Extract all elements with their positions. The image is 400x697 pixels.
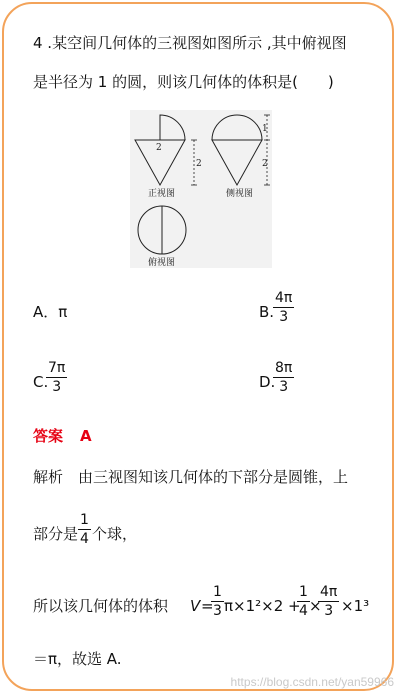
one-fourth-fraction	[297, 584, 310, 619]
side-view	[212, 115, 262, 185]
side-view-label: 侧视图	[226, 189, 254, 199]
option-b-num: 4π	[275, 290, 293, 306]
fraction-bar	[297, 601, 310, 602]
four-pi-third-fraction	[318, 584, 339, 619]
four-pi-num: 4π	[320, 584, 338, 600]
fraction-bar	[46, 377, 67, 378]
option-b-den: 3	[279, 309, 289, 325]
option-c-den: 3	[52, 379, 62, 395]
answer-label: 答案	[33, 427, 64, 445]
fraction-bar	[211, 601, 224, 602]
analysis-line-4: ＝π，故选 A.	[33, 650, 122, 668]
option-b-prefix: B.	[259, 303, 275, 321]
analysis-line-2-suffix: 个球，	[92, 525, 138, 543]
fraction-bar	[273, 377, 294, 378]
option-d-num: 8π	[275, 360, 293, 376]
option-b-fraction	[273, 290, 294, 325]
one-third-den: 3	[213, 603, 222, 619]
times-sign: ×	[309, 597, 322, 615]
fraction-bar	[78, 529, 91, 530]
quarter-den: 4	[80, 531, 89, 547]
equals-sign: =	[201, 597, 214, 615]
problem-line-1: 4 .某空间几何体的三视图如图所示 ,其中俯视图	[33, 34, 347, 52]
answer-value: A	[80, 427, 92, 445]
analysis-line-2-prefix: 部分是	[33, 525, 79, 543]
front-view-label: 正视图	[148, 189, 176, 199]
one-fourth-num: 1	[299, 584, 308, 600]
front-dim-label: 2	[156, 143, 162, 153]
option-c-fraction	[46, 360, 67, 395]
front-dim-right: 2	[196, 159, 202, 169]
fraction-bar	[273, 307, 294, 308]
one-third-fraction	[211, 584, 224, 619]
option-c-prefix: C.	[33, 373, 49, 391]
side-dim-top: 1	[262, 124, 268, 134]
analysis-line-1: 解析 由三视图知该几何体的下部分是圆锥，上	[33, 468, 349, 486]
fraction-bar	[318, 601, 339, 602]
option-d-prefix: D.	[259, 373, 276, 391]
sphere-term: ×1³	[341, 597, 370, 615]
top-view	[138, 206, 186, 254]
option-a: A．π	[33, 303, 68, 321]
cone-term: π×1²×2 +	[224, 597, 301, 615]
quarter-fraction	[78, 512, 91, 547]
problem-line-2: 是半径为 1 的圆，则该几何体的体积是( )	[33, 73, 334, 91]
analysis-line-3-prefix: 所以该几何体的体积	[33, 597, 169, 615]
option-d-den: 3	[279, 379, 289, 395]
one-third-num: 1	[213, 584, 222, 600]
four-pi-den: 3	[324, 603, 334, 619]
option-d-fraction	[273, 360, 294, 395]
one-fourth-den: 4	[299, 603, 308, 619]
quarter-num: 1	[80, 512, 89, 528]
watermark: https://blog.csdn.net/yan59966	[230, 675, 394, 689]
volume-symbol: V	[190, 597, 201, 615]
three-view-diagram	[130, 110, 272, 268]
option-c-num: 7π	[48, 360, 66, 376]
side-dim-bottom: 2	[262, 159, 268, 169]
top-view-label: 俯视图	[148, 258, 176, 268]
three-view-figure	[130, 110, 272, 268]
